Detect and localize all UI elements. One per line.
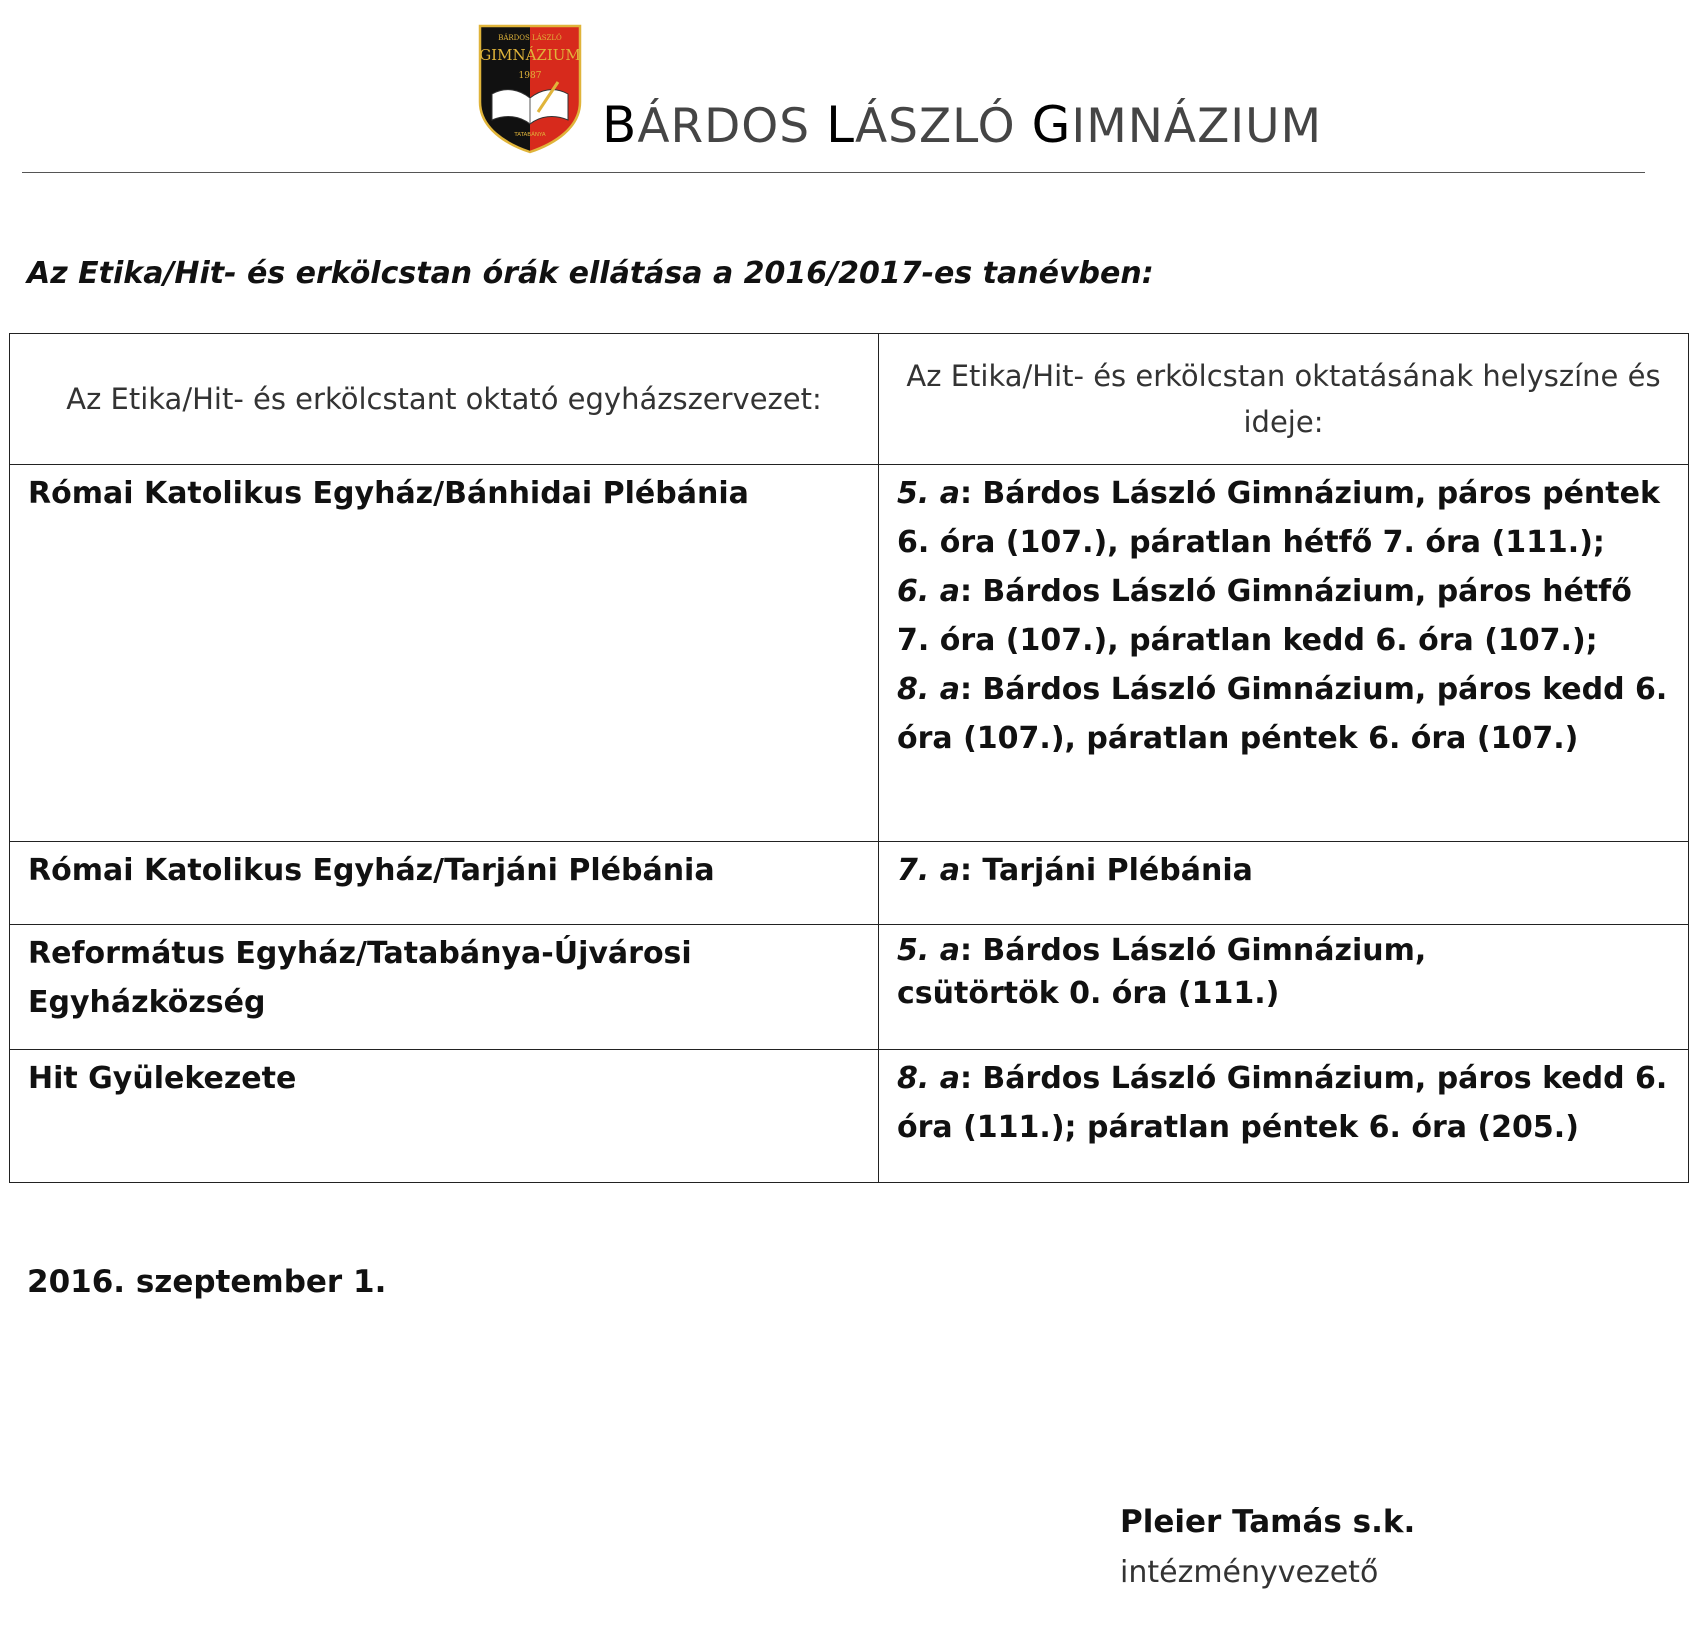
table-header-row (10, 334, 1689, 465)
svg-text:TATABÁNYA: TATABÁNYA (514, 132, 546, 138)
school-name-initial-g: G (1031, 96, 1072, 154)
table-row (10, 925, 1689, 1050)
school-name-part-1: ÁRDOS (637, 99, 827, 154)
document-title: Az Etika/Hit- és erkölcstan órák ellátása a 2016/2017-es tanévben: (27, 256, 1154, 291)
header-location-time: Az Etika/Hit- és erkölcstan oktatásának helyszíne és ideje: (879, 334, 1689, 465)
table-row (10, 1050, 1689, 1183)
schedule-table (9, 333, 1689, 1183)
header-divider (22, 172, 1645, 173)
entry-text: : Tarjáni Plébánia (959, 853, 1253, 888)
document-date: 2016. szeptember 1. (27, 1264, 387, 1300)
school-name-initial-l: L (826, 96, 855, 154)
class-label: 5. a (897, 933, 960, 968)
class-label: 8. a (897, 672, 960, 707)
location-time-cell (879, 842, 1689, 925)
location-time-cell (879, 925, 1689, 1050)
svg-text:GIMNÁZIUM: GIMNÁZIUM (479, 46, 581, 64)
svg-text:BÁRDOS LÁSZLÓ: BÁRDOS LÁSZLÓ (498, 34, 562, 42)
entry-text: : Bárdos László Gimnázium, páros hétfő 7. óra (107.), páratlan kedd 6. óra (107.); (897, 574, 1632, 658)
location-time-cell (879, 1050, 1689, 1183)
class-label: 8. a (897, 1061, 960, 1096)
entry-text: : Bárdos László Gimnázium, (959, 933, 1427, 968)
table-row (10, 465, 1689, 842)
entry-text-line-2: csütörtök 0. óra (111.) (897, 976, 1280, 1011)
school-name-part-3: IMNÁZIUM (1071, 99, 1323, 154)
organization-cell: Római Katolikus Egyház/Tarjáni Plébánia (10, 842, 879, 925)
class-entry (897, 929, 1670, 972)
organization-cell: Hit Gyülekezete (10, 1050, 879, 1183)
school-name-part-2: ÁSZLÓ (854, 99, 1032, 154)
signer-role: intézményvezető (1120, 1555, 1379, 1590)
letterhead (0, 0, 1691, 175)
entry-text: : Bárdos László Gimnázium, páros péntek 6. óra (107.), páratlan hétfő 7. óra (111.); (897, 476, 1660, 560)
school-name (602, 96, 1322, 154)
class-label: 5. a (897, 476, 960, 511)
class-entry (897, 469, 1670, 567)
class-entry (897, 567, 1670, 665)
class-entry (897, 665, 1670, 763)
class-entry (897, 846, 1670, 895)
class-label: 7. a (897, 853, 960, 888)
organization-cell: Római Katolikus Egyház/Bánhidai Plébánia (10, 465, 879, 842)
header-organization: Az Etika/Hit- és erkölcstant oktató egyházszervezet: (10, 334, 879, 465)
svg-text:1987: 1987 (518, 71, 542, 81)
entry-text: : Bárdos László Gimnázium, páros kedd 6. óra (107.), páratlan péntek 6. óra (107.) (897, 672, 1668, 756)
school-name-initial-b: B (602, 96, 638, 154)
location-time-cell (879, 465, 1689, 842)
class-label: 6. a (897, 574, 960, 609)
organization-cell: Református Egyház/Tatabánya-Újvárosi Egyházközség (10, 925, 879, 1050)
school-crest-logo (478, 24, 582, 154)
entry-text: : Bárdos László Gimnázium, páros kedd 6. óra (111.); páratlan péntek 6. óra (205.) (897, 1061, 1668, 1145)
class-entry (897, 1054, 1670, 1152)
table-row (10, 842, 1689, 925)
signer-name: Pleier Tamás s.k. (1120, 1504, 1416, 1540)
